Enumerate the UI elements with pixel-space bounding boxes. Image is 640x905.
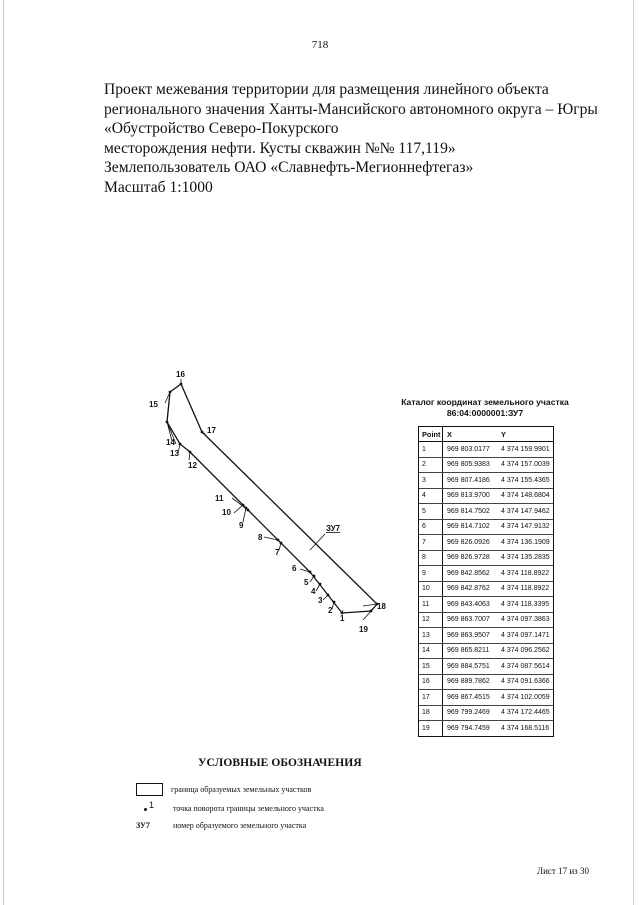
title-line: Землепользователь ОАО «Славнефть-Мегионнефтегаз» [104,159,474,177]
point-label: 11 [215,494,224,503]
cell-x: 969 794.7459 [447,724,490,732]
point-label: 18 [377,602,386,611]
cell-x: 969 863.9507 [447,631,490,639]
point-label: 2 [328,606,333,615]
cell-point: 6 [419,520,443,535]
point-sample-number: 1 [149,800,155,810]
point-label: 10 [222,508,231,517]
catalog-title-line: Каталог координат земельного участка [401,397,569,407]
cell-point: 5 [419,504,443,519]
point-label: 4 [311,587,316,596]
table-row [419,520,553,536]
legend-code-text: номер образуемого земельного участка [173,821,307,830]
legend-boundary-text: граница образуемых земельных участков [171,785,312,794]
table-row [419,706,553,722]
header-x: X [447,429,452,439]
turning-point-symbol [136,802,163,814]
cell-y: 4 374 147.9462 [501,507,550,515]
cell-y: 4 374 102.0059 [501,693,550,701]
legend-point-text: точка поворота границы земельного участка [173,803,324,813]
parcel-code-label: ЗУ7 [326,524,341,533]
cell-x: 969 884.5751 [447,662,490,670]
table-row [419,442,553,458]
cell-point: 14 [419,644,443,659]
legend-point [136,802,324,814]
title-line: регионального значения Ханты-Мансийского автономного округа – Югры [104,100,598,118]
parcel-drawing [130,360,400,650]
table-row [419,597,553,613]
table-row [419,690,553,706]
scan-edge-right [633,0,634,905]
title-line: Масштаб 1:1000 [104,178,213,196]
cell-point: 9 [419,566,443,581]
cell-x: 969 826.9728 [447,554,490,562]
parcel-boundary [167,384,377,613]
table-row [419,582,553,598]
point-label: 9 [239,521,244,530]
cell-point: 15 [419,659,443,674]
table-row [419,613,553,629]
legend-heading: УСЛОВНЫЕ ОБОЗНАЧЕНИЯ [198,757,362,769]
point-label: 6 [292,564,297,573]
cell-y: 4 374 097.1471 [501,631,550,639]
point-label: 5 [304,578,309,587]
title-line: Проект межевания территории для размещения линейного объекта [104,81,549,98]
title-line: «Обустройство Северо-Покурского [104,120,339,138]
cell-x: 969 814.7102 [447,523,490,531]
table-row [419,675,553,691]
point-label: 7 [275,548,280,557]
cell-y: 4 374 118.3395 [501,600,550,608]
table-row [419,535,553,551]
cell-point: 2 [419,458,443,473]
point-label: 15 [149,400,158,409]
cell-y: 4 374 136.1909 [501,538,550,546]
cell-y: 4 374 155.4365 [501,476,550,484]
cell-y: 4 374 172.4465 [501,709,550,717]
page-number: 718 [311,39,329,51]
table-header [419,427,553,442]
cell-x: 969 843.4063 [447,600,490,608]
cell-x: 969 863.7007 [447,616,490,624]
cell-x: 969 813.9700 [447,492,490,500]
point-label: 17 [207,426,216,435]
document-title [104,80,598,198]
point-label: 14 [166,438,175,447]
table-row [419,566,553,582]
cell-y: 4 374 091.6366 [501,678,550,686]
cell-x: 969 865.8211 [447,647,490,655]
cell-x: 969 799.2469 [447,709,490,717]
table-row [419,721,553,736]
cell-y: 4 374 135.2835 [501,554,550,562]
cell-y: 4 374 118.8922 [501,569,550,577]
header-point: Point [419,427,443,441]
cell-x: 969 807.4186 [447,476,490,484]
cell-point: 8 [419,551,443,566]
cell-y: 4 374 168.5116 [501,724,550,732]
cell-y: 4 374 087.5614 [501,662,550,670]
cell-point: 18 [419,706,443,721]
cell-x: 969 842.8562 [447,569,490,577]
point-label: 1 [340,614,345,623]
cell-y: 4 374 097.3863 [501,616,550,624]
header-y: Y [501,429,506,439]
table-row [419,458,553,474]
cell-y: 4 374 148.6804 [501,492,550,500]
cell-y: 4 374 096.2562 [501,647,550,655]
cell-x: 969 805.9383 [447,461,490,469]
cell-point: 10 [419,582,443,597]
point-label: 19 [359,625,368,634]
cell-x: 969 889.7862 [447,678,490,686]
title-line: месторождения нефти. Кусты скважин №№ 117,119» [104,139,456,157]
cell-x: 969 842.8762 [447,585,490,593]
point-label: 3 [318,596,323,605]
parcel-code-sample: ЗУ7 [136,821,150,830]
cell-point: 13 [419,628,443,643]
cell-x: 969 867.4515 [447,693,490,701]
cell-point: 1 [419,442,443,457]
cell-point: 3 [419,473,443,488]
boundary-symbol [136,783,163,796]
cell-point: 19 [419,721,443,736]
table-row [419,644,553,660]
cell-y: 4 374 159.9901 [501,445,550,453]
scan-edge-left [3,0,4,905]
table-row [419,473,553,489]
point-label: 13 [170,449,179,458]
coordinates-table [418,426,554,737]
table-row [419,504,553,520]
point-label: 8 [258,533,263,542]
cell-point: 16 [419,675,443,690]
catalog-title [396,397,574,419]
cell-y: 4 374 147.9132 [501,523,550,531]
cell-point: 11 [419,597,443,612]
cell-point: 7 [419,535,443,550]
table-row [419,628,553,644]
cell-x: 969 814.7502 [447,507,490,515]
cell-x: 969 826.0926 [447,538,490,546]
cell-y: 4 374 157.0039 [501,461,550,469]
cell-point: 4 [419,489,443,504]
cell-point: 12 [419,613,443,628]
cell-y: 4 374 118.8922 [501,585,550,593]
legend-boundary [136,783,311,796]
table-row [419,489,553,505]
point-label: 16 [176,370,185,379]
point-dot-icon [144,808,147,811]
point-label: 12 [188,461,197,470]
sheet-label: Лист 17 из 30 [537,866,589,876]
table-row [419,551,553,567]
cell-point: 17 [419,690,443,705]
legend-code [136,821,306,830]
catalog-cadastral-number: 86:04:0000001:ЗУ7 [446,408,524,418]
table-row [419,659,553,675]
cell-x: 969 803.0177 [447,445,490,453]
